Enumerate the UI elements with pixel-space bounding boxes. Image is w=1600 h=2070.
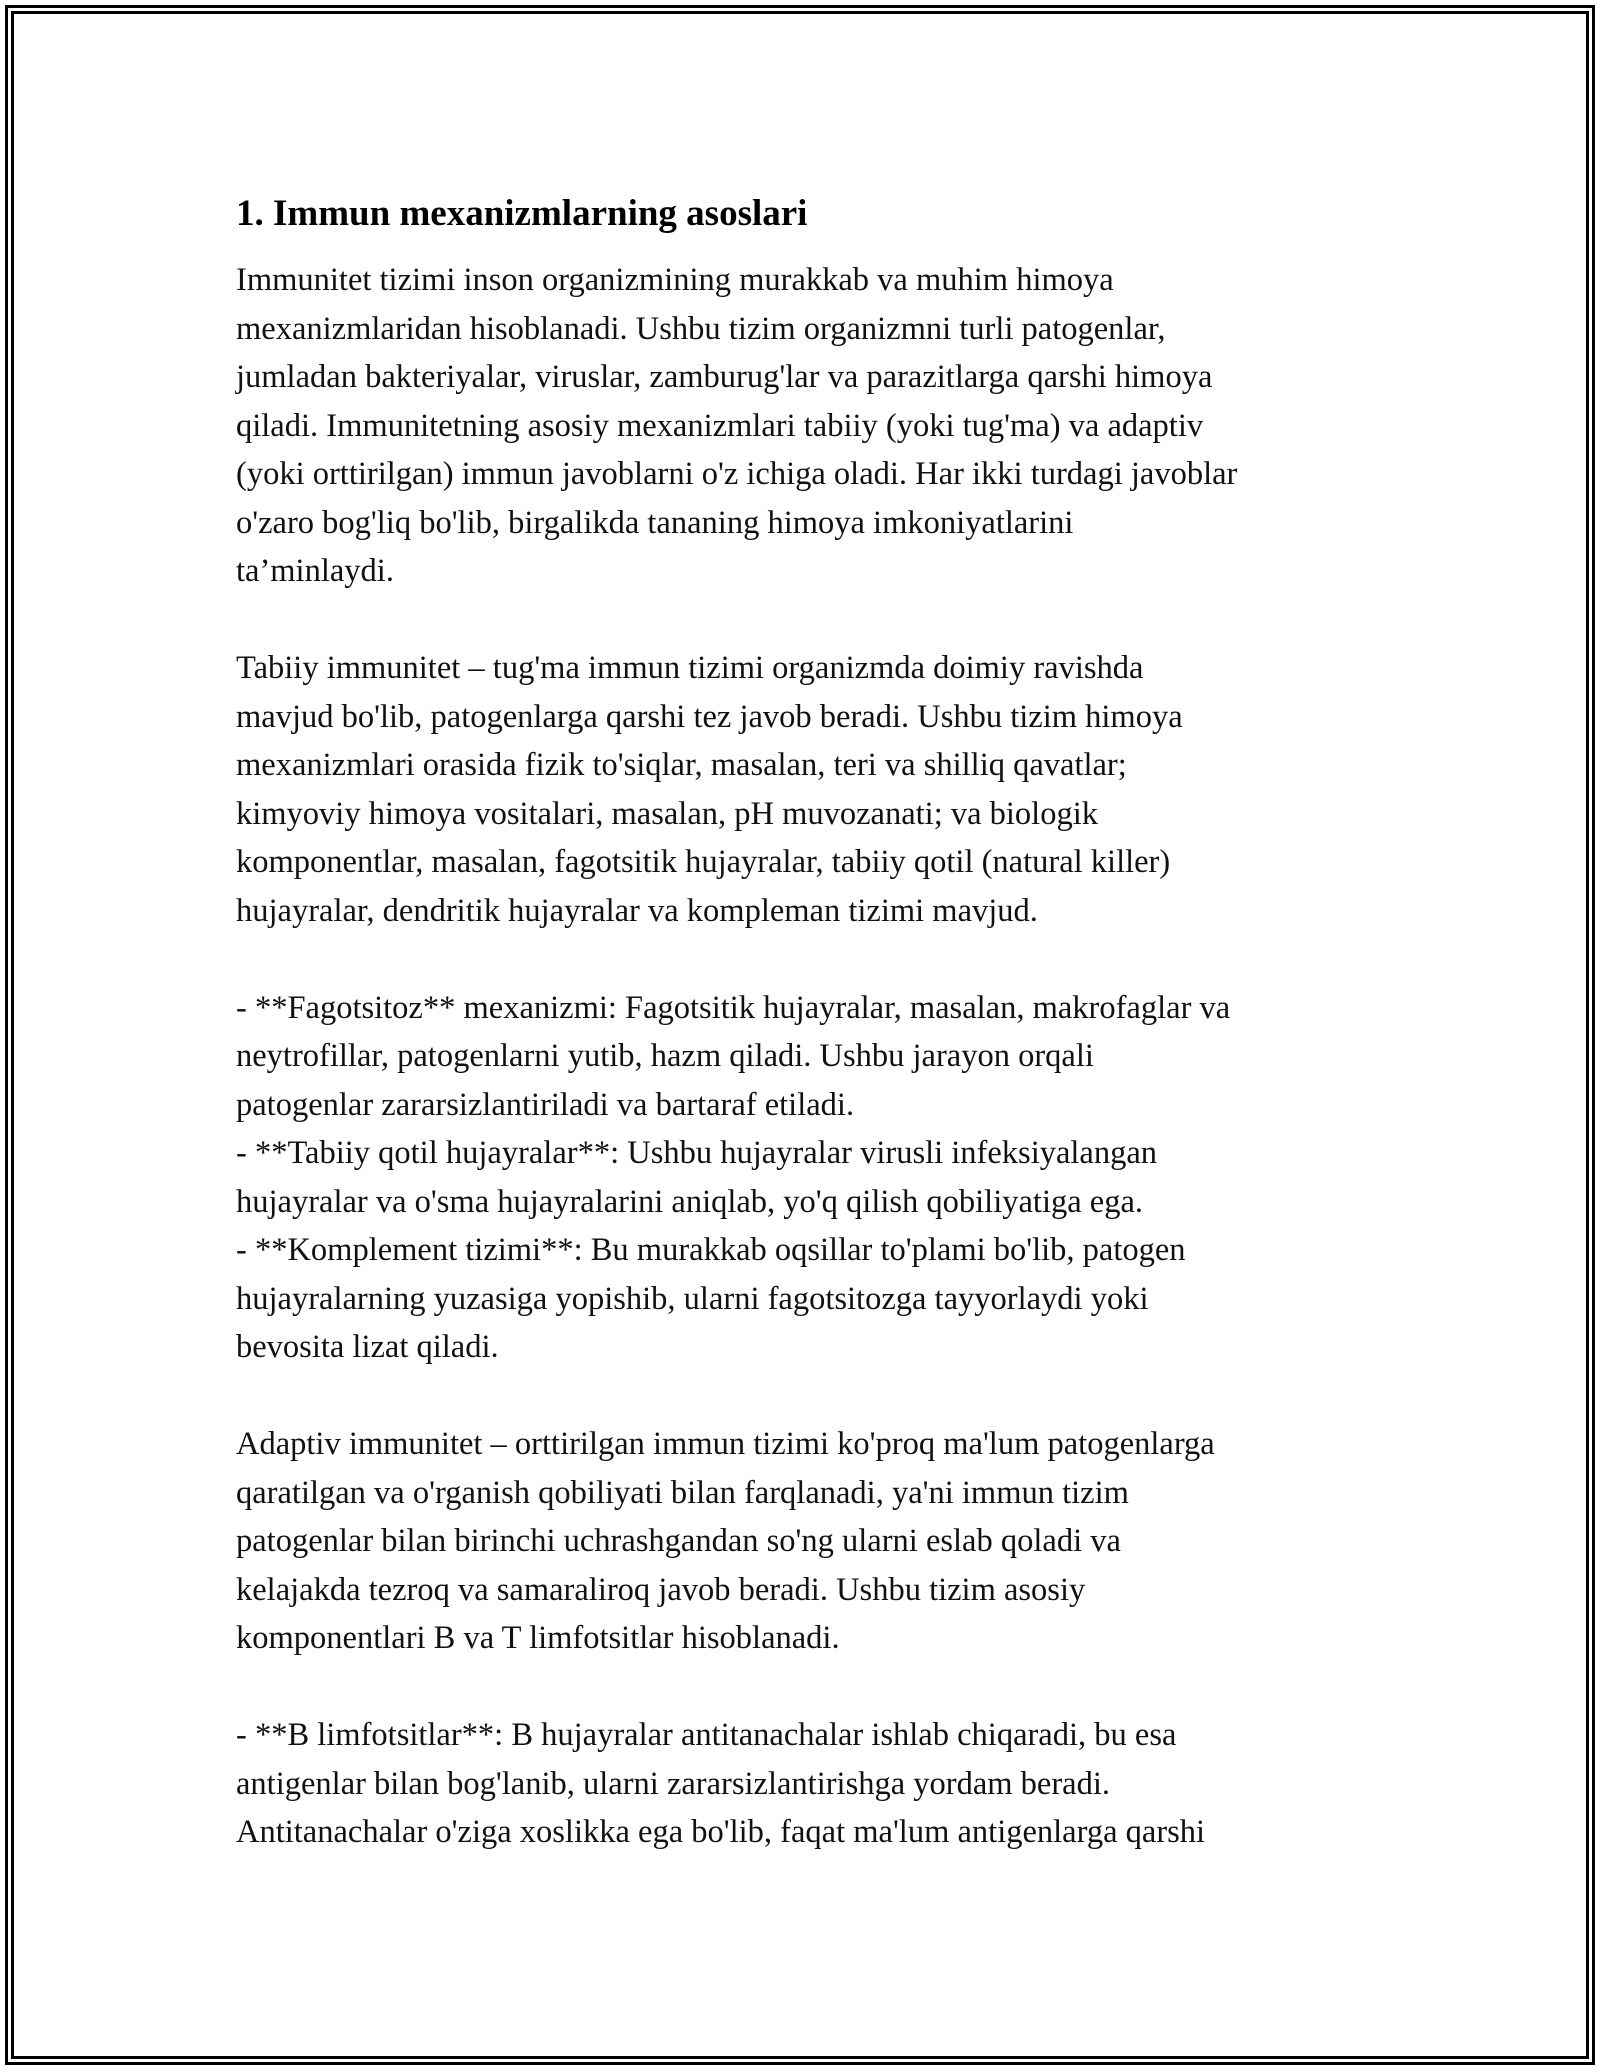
text-line: kimyoviy himoya vositalari, masalan, pH muvozanati; va biologik [236, 795, 1098, 832]
text-line: - **Komplement tizimi**: Bu murakkab oqsillar to'plami bo'lib, patogen [236, 1232, 1186, 1268]
text-line: komponentlar, masalan, fagotsitik hujayralar, tabiiy qotil (natural killer) [236, 844, 1171, 880]
text-line: Antitanachalar o'ziga xoslikka ega bo'lib, faqat ma'lum antigenlarga qarshi [236, 1814, 1206, 1850]
text-line: Immunitet tizimi inson organizmining murakkab va muhim himoya [236, 262, 1114, 298]
text-line: hujayralarning yuzasiga yopishib, ularni fagotsitozga tayyorlaydi yoki [236, 1280, 1149, 1317]
text-line: - **Fagotsitoz** mexanizmi: Fagotsitik hujayralar, masalan, makrofaglar va [236, 989, 1231, 1026]
text-line: Adaptiv immunitet – orttirilgan immun tizimi ko'proq ma'lum patogenlarga [236, 1426, 1215, 1462]
text-line: mexanizmlaridan hisoblanadi. Ushbu tizim organizmni turli patogenlar, [236, 310, 1166, 347]
text-line: - **B limfotsitlar**: B hujayralar antitanachalar ishlab chiqaradi, bu esa [236, 1717, 1177, 1753]
text-line: patogenlar bilan birinchi uchrashgandan so'ng ularni eslab qoladi va [236, 1523, 1121, 1559]
document-body [236, 186, 1376, 1857]
text-line: - **Tabiiy qotil hujayralar**: Ushbu hujayralar virusli infeksiyalangan [236, 1135, 1158, 1171]
text-line: kelajakda tezroq va samaraliroq javob beradi. Ushbu tizim asosiy [236, 1571, 1086, 1608]
section-heading: 1. Immun mexanizmlarning asoslari [236, 193, 808, 234]
paragraph-spacer [236, 1372, 1376, 1421]
paragraph-spacer [236, 935, 1376, 984]
text-line: ta’minlaydi. [236, 553, 394, 589]
text-line: antigenlar bilan bog'lanib, ularni zararsizlantirishga yordam beradi. [236, 1765, 1111, 1802]
text-line: (yoki orttirilgan) immun javoblarni o'z ichiga oladi. Har ikki turdagi javoblar [236, 456, 1238, 492]
text-line: hujayralar va o'sma hujayralarini aniqlab, yo'q qilish qobiliyatiga ega. [236, 1183, 1144, 1220]
text-line: neytrofillar, patogenlarni yutib, hazm qiladi. Ushbu jarayon orqali [236, 1038, 1094, 1074]
text-line: qaratilgan va o'rganish qobiliyati bilan farqlanadi, ya'ni immun tizim [236, 1474, 1129, 1511]
text-line: bevosita lizat qiladi. [236, 1329, 499, 1365]
paragraph-tabiiy-immunitet [236, 644, 1376, 935]
text-line: Tabiiy immunitet – tug'ma immun tizimi organizmda doimiy ravishda [236, 650, 1144, 686]
text-line: jumladan bakteriyalar, viruslar, zamburug'lar va parazitlarga qarshi himoya [236, 359, 1213, 395]
text-line: qiladi. Immunitetning asosiy mexanizmlari tabiiy (yoki tug'ma) va adaptiv [236, 407, 1204, 444]
paragraph-spacer [236, 1663, 1376, 1712]
text-line: o'zaro bog'liq bo'lib, birgalikda tananing himoya imkoniyatlarini [236, 504, 1074, 541]
paragraph-innate-mechanisms-list [236, 984, 1376, 1372]
paragraph-immunitet-intro [236, 256, 1376, 596]
text-line: mexanizmlari orasida fizik to'siqlar, masalan, teri va shilliq qavatlar; [236, 747, 1127, 783]
text-line: hujayralar, dendritik hujayralar va kompleman tizimi mavjud. [236, 892, 1038, 929]
paragraph-b-limfotsitlar [236, 1711, 1376, 1857]
paragraph-adaptiv-immunitet [236, 1420, 1376, 1663]
text-line: mavjud bo'lib, patogenlarga qarshi tez javob beradi. Ushbu tizim himoya [236, 698, 1183, 735]
text-line: komponentlari B va T limfotsitlar hisoblanadi. [236, 1620, 840, 1656]
paragraph-spacer [236, 596, 1376, 645]
text-line: patogenlar zararsizlantiriladi va bartaraf etiladi. [236, 1086, 855, 1123]
